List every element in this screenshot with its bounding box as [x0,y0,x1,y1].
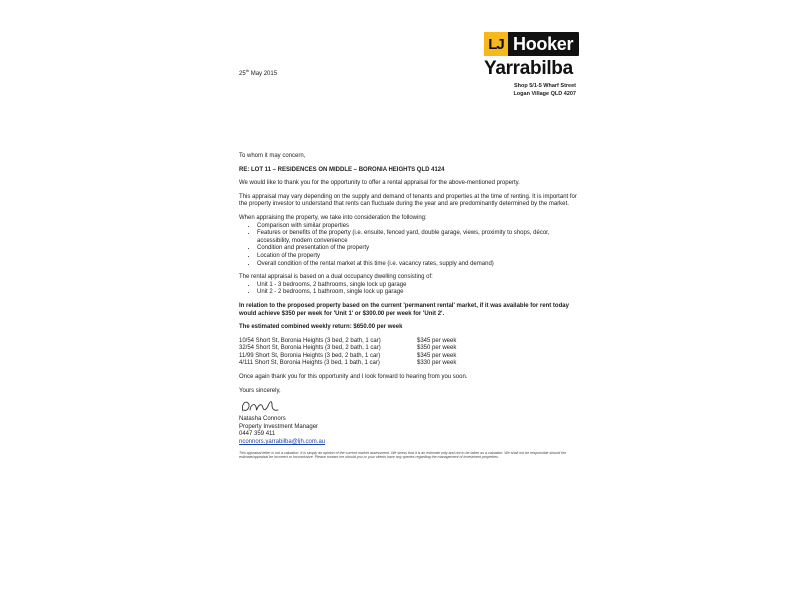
list-item: • Overall condition of the rental market at this time (i.e. vacancy rates, supply and demand) [257,261,579,269]
comparable-rent: $345 per week [417,352,457,359]
salutation: To whom it may concern, [239,153,306,159]
units-list [239,282,579,297]
closing-paragraph: Once again thank you for this opportunity and I look forward to hearing from you soon. [239,374,468,381]
date-suffix: th [245,68,250,73]
lj-hooker-logo [484,32,579,56]
signer-title: Property Investment Manager [239,423,319,430]
comparable-property: 4/111 Short St, Boronia Heights (3 bed, 1 bath, 1 car) [239,360,380,367]
comparable-property: 32/54 Short St, Boronia Heights (3 bed, 2 bath, 1 car) [239,345,381,352]
table-row [239,353,456,361]
considerations-list [239,223,579,269]
paragraph-appraisal-variance: This appraisal may vary depending on the supply and demand of tenants and properties at the time of renting. It is important for the property investor to understand that rents can fluctuate during the year and are predominantly determined by the market. [239,193,577,208]
table-row [239,338,456,346]
office-name: Yarrabilba [484,58,573,79]
address-line-2: Logan Village QLD 4207 [513,91,576,97]
table-row [239,360,456,368]
signer-name: Natasha Connors [239,416,286,423]
letter-body [239,153,579,460]
table-row [239,345,456,353]
handwritten-signature [239,397,281,415]
logo-wordmark: Hooker [513,33,574,54]
list-item: • Features or benefits of the property (i.e. ensuite, fenced yard, double garage, views, proximity to shops, décor, accessibility, modern convenience [257,230,579,245]
list-item: • Unit 2 - 2 bedrooms, 1 bathroom, single lock up garage [257,289,579,297]
comparable-property: 10/54 Short St, Boronia Heights (3 bed, 2 bath, 1 car) [239,337,381,344]
comparable-rent: $330 per week [417,360,457,367]
disclaimer-text: This appraisal letter is not a valuation. It is simply an opinion of the current market assessment. We stress that it is an estimate only and not to be taken as a valuation. We shall not be responsible should the estimate/appraisal be incorrect or inconclusive. Please contact me should you or your clients have any queries regarding the management of investment properties. [239,450,567,460]
signer-email-link[interactable]: nconnors.yarrabilba@ljh.com.au [239,439,326,446]
comparable-rent: $350 per week [417,345,457,352]
subject-line: RE: LOT 11 – RESIDENCES ON MIDDLE – BORONIA HEIGHTS QLD 4124 [239,166,445,173]
comparable-property: 11/99 Short St, Boronia Heights (3 bed, 2 bath, 1 car) [239,352,381,359]
list-item: • Location of the property [257,253,579,261]
comparable-rent: $345 per week [417,337,457,344]
basis-intro: The rental appraisal is based on a dual occupancy dwelling consisting of: [239,274,433,281]
combined-return: The estimated combined weekly return: $650.00 per week [239,324,403,331]
address-line-1: Shop 5/1-5 Wharf Street [513,83,576,89]
letter-date [239,68,277,77]
date-rest: May 2015 [249,71,278,77]
comparables-table [239,338,456,368]
office-address [494,82,576,98]
signer-phone: 0447 359 411 [239,431,276,438]
list-item: • Condition and presentation of the property [257,245,579,253]
signoff: Yours sincerely, [239,387,281,394]
considerations-intro: When appraising the property, we take into consideration the following: [239,214,427,221]
list-item: • Unit 1 - 3 bedrooms, 2 bathrooms, single lock up garage [257,282,579,290]
logo-mark: LJ [484,32,508,56]
conclusion-paragraph: In relation to the proposed property based on the current 'permanent rental' market, if it was available for rent today would achieve $350 per week for 'Unit 1' or $300.00 per week for 'Unit 2'. [239,302,569,317]
paragraph-thanks: We would like to thank you for the opportunity to offer a rental appraisal for the above-mentioned property. [239,180,520,187]
date-day: 25 [239,71,246,77]
list-item: • Comparison with similar properties [257,223,579,231]
